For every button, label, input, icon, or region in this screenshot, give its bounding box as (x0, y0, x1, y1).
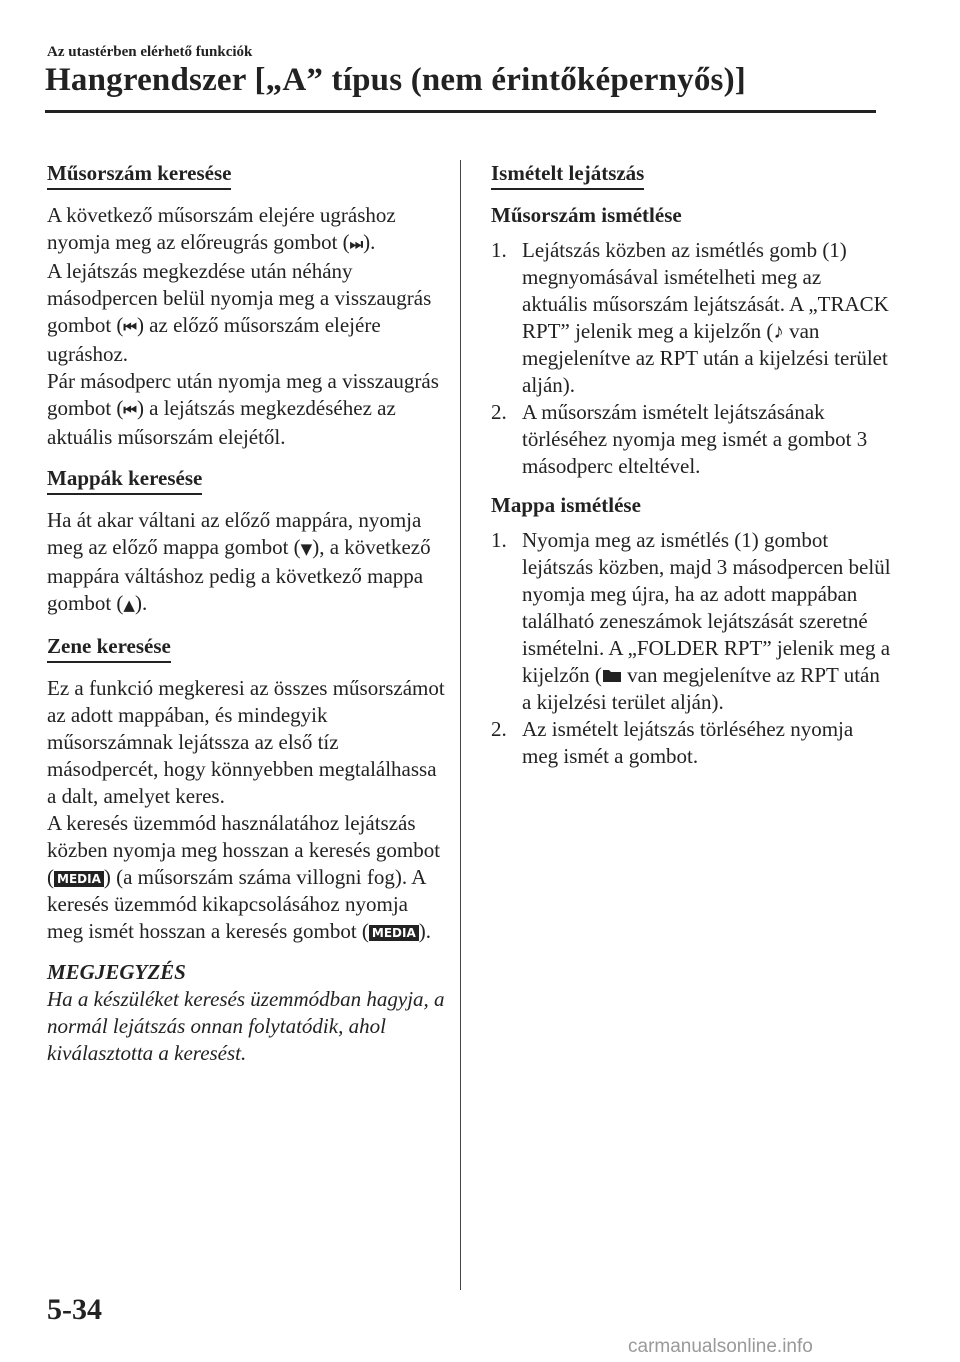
text: A következő műsorszám elejére ugráshoz nyomja meg az előreugrás gombot ( (47, 203, 396, 254)
paragraph (47, 507, 447, 619)
text: ). (363, 230, 376, 254)
section-heading-repeat: Ismételt lejátszás (491, 160, 644, 190)
skip-forward-icon: ⏭ (349, 235, 364, 253)
right-column (491, 160, 891, 782)
footer-watermark: carmanualsonline.info (628, 1336, 813, 1357)
list-number: 2. (491, 400, 507, 424)
text: A lejátszás megkezdése után néhány másodpercen belül nyomja meg a visszaugrás gombot ( (47, 259, 432, 337)
text: ) az előző műsorszám elejére ugráshoz. (47, 313, 381, 366)
section-heading-music-search: Zene keresése (47, 633, 171, 663)
text: Lejátszás közben az ismétlés gomb (1) megnyomásával ismételheti meg az aktuális műsorszám lejátszását. A „TRACK RPT” jelenik meg a kijelzőn ( (522, 238, 889, 343)
text: A keresés üzemmód használatához lejátszás közben nyomja meg hosszan a keresés gombot ( (47, 811, 441, 889)
text: ), a következő mappára váltáshoz pedig a következő mappa gombot ( (47, 535, 431, 615)
folder-icon (602, 667, 622, 683)
list-item (491, 716, 891, 770)
note-text: Ha a készüléket keresés üzemmódban hagyja, a normál lejátszás onnan folytatódik, ahol kiválasztotta a keresést. (47, 987, 445, 1065)
text: A műsorszám ismételt lejátszásának törléséhez nyomja meg ismét a gombot 3 másodperc elteltével. (522, 400, 868, 478)
section-heading-track-search: Műsorszám keresése (47, 160, 231, 190)
chapter-label: Az utastérben elérhető funkciók (47, 44, 253, 60)
subheading-track-repeat: Műsorszám ismétlése (491, 203, 682, 227)
subheading-folder-repeat: Mappa ismétlése (491, 493, 641, 517)
list-item (491, 527, 891, 716)
paragraph (47, 368, 447, 451)
left-column (47, 160, 447, 1067)
text: ). (418, 919, 432, 943)
list-item (491, 237, 891, 399)
text: ). (134, 591, 148, 615)
paragraph (47, 810, 447, 945)
folder-up-icon: ▲ (123, 596, 135, 614)
note-title: MEGJEGYZÉS (47, 960, 186, 984)
section-heading-folder-search: Mappák keresése (47, 465, 202, 495)
title-rule (45, 110, 876, 113)
text: Nyomja meg az ismétlés (1) gombot lejátszás közben, majd 3 másodpercen belül nyomja meg újra, ha az adott mappában található zeneszámok lejátszását szeretné ismételni. A „FOLDER RPT” jelenik meg a kijelzőn ( (522, 528, 891, 687)
list-number: 1. (491, 528, 507, 552)
text: Az ismételt lejátszás törléséhez nyomja meg ismét a gombot. (522, 717, 854, 768)
skip-back-icon: ⏮ (123, 318, 137, 336)
page-title: Hangrendszer [„A” típus (nem érintőképernyős)] (45, 62, 746, 98)
folder-down-icon: ▼ (300, 540, 313, 558)
media-button-icon: MEDIA (54, 871, 104, 887)
text: ) a lejátszás megkezdéséhez az aktuális műsorszám elejétől. (47, 396, 396, 449)
paragraph: Ez a funkció megkeresi az összes műsorszámot az adott mappában, és mindegyik műsorszámnak lejátssza az első tíz másodpercét, hogy könnyebben megtalálhassa a dalt, amelyet keres. (47, 676, 445, 808)
list-track-repeat (491, 237, 891, 480)
text: Ha át akar váltani az előző mappára, nyomja meg az előző mappa gombot ( (47, 508, 422, 559)
text: Pár másodperc után nyomja meg a visszaugrás gombot ( (47, 369, 439, 420)
column-divider (460, 160, 461, 1290)
text: van megjelenítve az RPT után a kijelzési terület alján). (522, 663, 880, 714)
list-number: 2. (491, 717, 507, 741)
paragraph (47, 258, 447, 368)
text: van megjelenítve az RPT után a kijelzési terület alján). (522, 319, 888, 397)
list-number: 1. (491, 238, 507, 262)
media-button-icon: MEDIA (369, 925, 419, 941)
text: ) (a műsorszám száma villogni fog). A keresés üzemmód kikapcsolásához nyomja meg ismét hosszan a keresés gombot ( (47, 865, 426, 943)
paragraph (47, 202, 447, 258)
skip-back-icon: ⏮ (123, 401, 137, 419)
list-folder-repeat (491, 527, 891, 770)
music-note-icon: ♪ (773, 319, 784, 343)
page-number: 5-34 (47, 1293, 102, 1326)
list-item (491, 399, 891, 480)
